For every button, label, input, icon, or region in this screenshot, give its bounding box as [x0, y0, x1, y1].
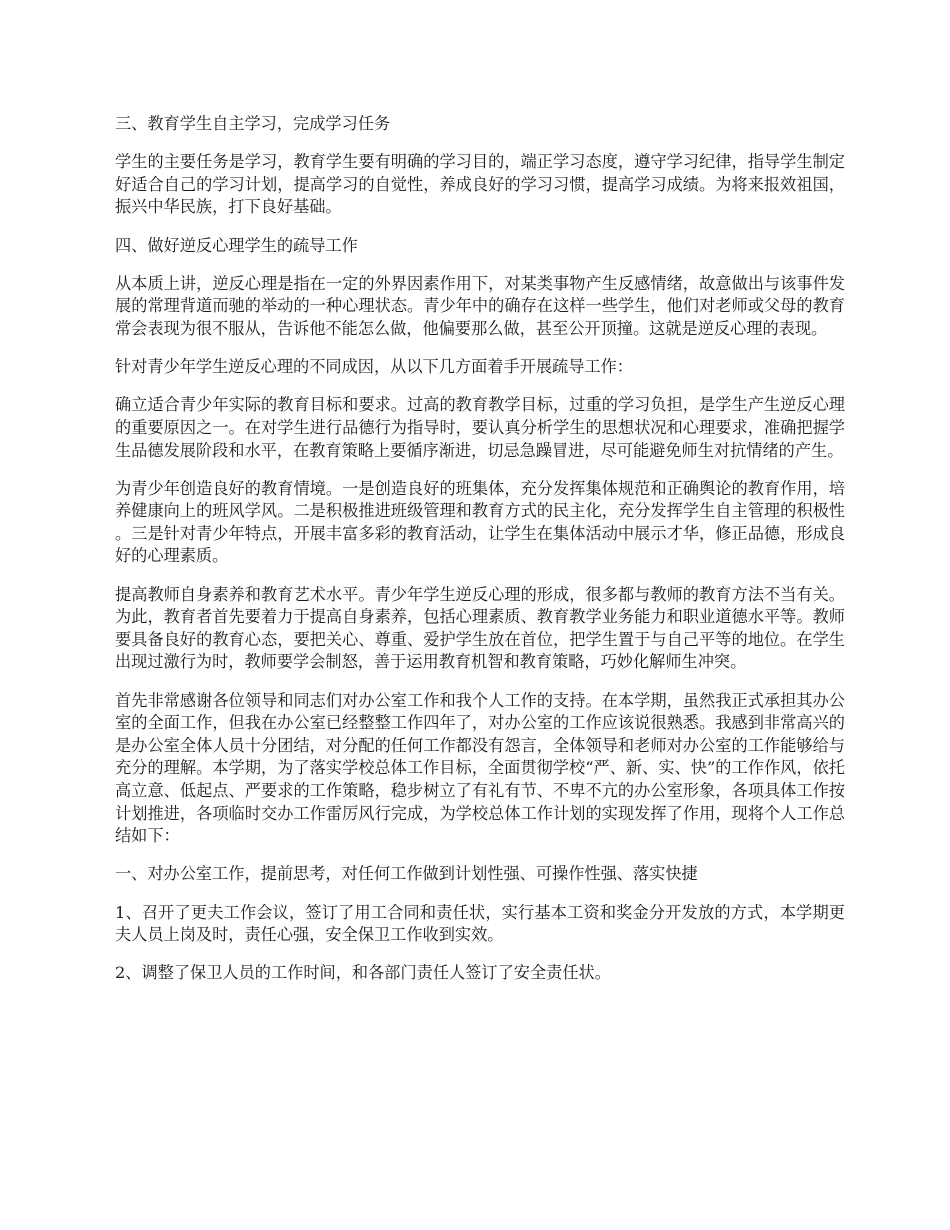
- paragraph-rebellious-psychology: 从本质上讲，逆反心理是指在一定的外界因素作用下，对某类事物产生反感情绪，故意做出与该事件发展的常理背道而驰的举动的一种心理状态。青少年中的确存在这样一些学生，他们对老师或父母的教育常会表现为很不服从，告诉他不能怎么做，他偏要那么做，甚至公开顶撞。这就是逆反心理的表现。: [115, 273, 845, 338]
- document-page: [115, 113, 845, 1001]
- paragraph-education-goals: 确立适合青少年实际的教育目标和要求。过高的教育教学目标，过重的学习负担，是学生产生逆反心理的重要原因之一。在对学生进行品德行为指导时，要认真分析学生的思想状况和心理要求，准确把握学生品德发展阶段和水平，在教育策略上要循序渐进，切忌急躁冒进，尽可能避免师生对抗情绪的产生。: [115, 395, 845, 460]
- section-heading-4: 四、做好逆反心理学生的疏导工作: [115, 235, 358, 255]
- paragraph-office-summary: 首先非常感谢各位领导和同志们对办公室工作和我个人工作的支持。在本学期，虽然我正式承担其办公室的全面工作，但我在办公室已经整整工作四年了，对办公室的工作应该说很熟悉。我感到非常高兴的是办公室全体人员十分团结，对分配的任何工作都没有怨言，全体领导和老师对办公室的工作能够给与充分的理解。本学期，为了落实学校总体工作目标，全面贯彻学校“严、新、实、快”的工作作风，依托高立意、低起点、严要求的工作策略，稳步树立了有礼有节、不卑不亢的办公室形象，各项具体工作按计划推进，各项临时交办工作雷厉风行完成，为学校总体工作计划的实现发挥了作用，现将个人工作总结如下：: [115, 690, 845, 846]
- paragraph-education-environment: 为青少年创造良好的教育情境。一是创造良好的班集体，充分发挥集体规范和正确舆论的教育作用，培养健康向上的班风学风。二是积极推进班级管理和教育方式的民主化，充分发挥学生自主管理的积极性。三是针对青少年特点，开展丰富多彩的教育活动，让学生在集体活动中展示才华，修正品德，形成良好的心理素质。: [115, 478, 845, 566]
- paragraph-guidance-intro: 针对青少年学生逆反心理的不同成因，从以下几方面着手开展疏导工作：: [115, 357, 633, 377]
- list-item-1: 1、召开了更夫工作会议，签订了用工合同和责任状，实行基本工资和奖金分开发放的方式，本学期更夫人员上岗及时，责任心强，安全保卫工作收到实效。: [115, 902, 845, 945]
- list-item-2: 2、调整了保卫人员的工作时间，和各部门责任人签订了安全责任状。: [115, 963, 611, 983]
- section-heading-office-work: 一、对办公室工作，提前思考，对任何工作做到计划性强、可操作性强、落实快捷: [115, 864, 698, 884]
- paragraph-study-tasks: 学生的主要任务是学习，教育学生要有明确的学习目的，端正学习态度，遵守学习纪律，指导学生制定好适合自己的学习计划，提高学习的自觉性，养成良好的学习习惯，提高学习成绩。为将来报效祖国，振兴中华民族，打下良好基础。: [115, 152, 845, 217]
- section-heading-3: 三、教育学生自主学习，完成学习任务: [115, 114, 391, 133]
- paragraph-teacher-quality: 提高教师自身素养和教育艺术水平。青少年学生逆反心理的形成，很多都与教师的教育方法不当有关。为此，教育者首先要着力于提高自身素养，包括心理素质、教育教学业务能力和职业道德水平等。教师要具备良好的教育心态，要把关心、尊重、爱护学生放在首位，把学生置于与自己平等的地位。在学生出现过激行为时，教师要学会制怒，善于运用教育机智和教育策略，巧妙化解师生冲突。: [115, 584, 845, 672]
